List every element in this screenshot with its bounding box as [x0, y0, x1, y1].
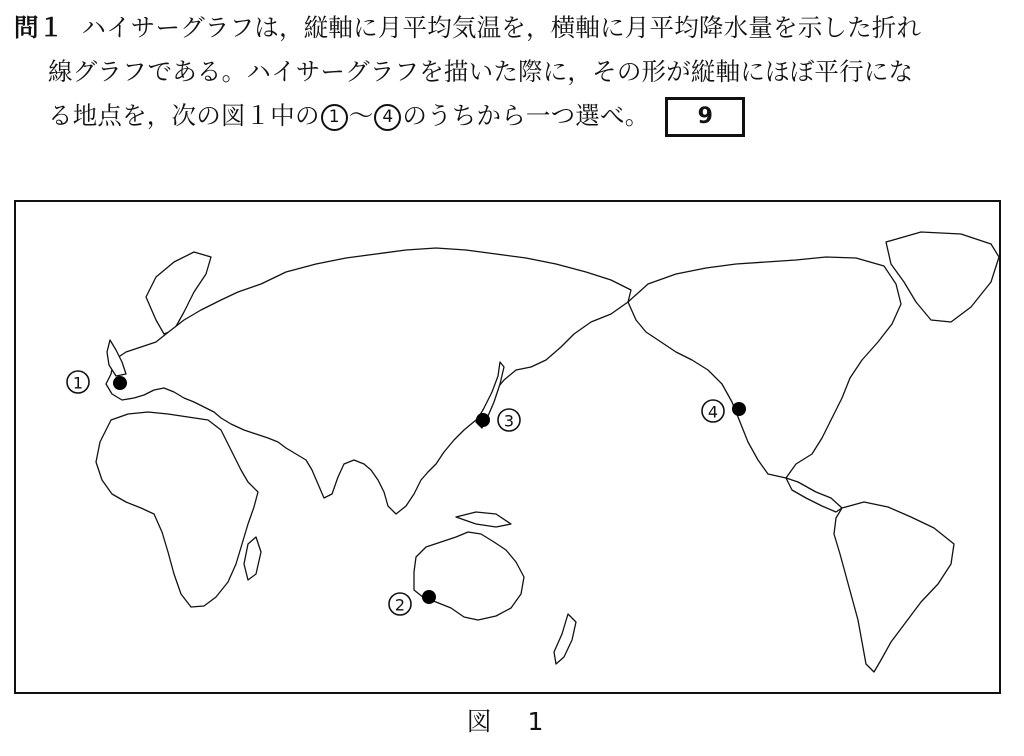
circled-number-4: 4 [374, 104, 401, 131]
marker-1-label: 1 [72, 373, 84, 393]
figure-caption: 図 1 [466, 707, 558, 736]
new-guinea-landmass [456, 512, 511, 527]
marker-1-dot [113, 376, 127, 390]
new-zealand-landmass [554, 614, 576, 664]
central-america-landmass [786, 478, 842, 512]
question-text [14, 6, 1014, 138]
question-number: 問１ [14, 13, 64, 42]
greenland-landmass [886, 232, 999, 322]
question-line-3-text-b: のうちから一つ選べ。 [402, 101, 650, 130]
south-america-landmass [834, 502, 954, 672]
madagascar-landmass [244, 537, 261, 580]
world-map-figure [14, 200, 1001, 694]
question-line-1 [14, 6, 1014, 50]
marker-3-label: 3 [503, 411, 515, 431]
marker-2-label: 2 [394, 595, 406, 615]
tilde: 〜 [348, 101, 374, 130]
question-line-3 [14, 94, 1014, 138]
question-line-3-text-a: る地点を，次の図１中の [48, 101, 320, 130]
marker-3-dot [476, 413, 490, 427]
question-line-2: 線グラフである。ハイサーグラフを描いた際に，その形が縦軸にほぼ平行にな [48, 57, 914, 86]
answer-box[interactable]: 9 [665, 97, 745, 137]
circled-number-1: 1 [321, 104, 348, 131]
marker-2-dot [422, 590, 436, 604]
question-line-1-text: ハイサーグラフは，縦軸に月平均気温を，横軸に月平均降水量を示した折れ [81, 13, 922, 42]
marker-4-label: 4 [707, 402, 719, 422]
north-america-landmass [628, 257, 901, 478]
australia-landmass [414, 532, 524, 620]
africa-landmass [96, 412, 258, 607]
marker-4-dot [732, 402, 746, 416]
marker-2 [389, 590, 436, 615]
world-map-svg [16, 202, 999, 692]
